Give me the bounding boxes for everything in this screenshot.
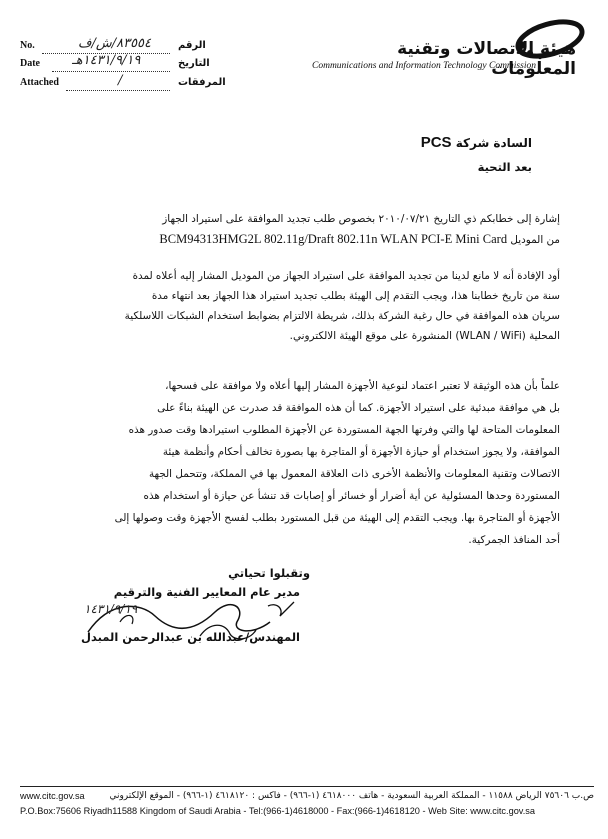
para3-line4: الموافقة، ولا يجوز استخدام أو حيازة الأجهزة أو المتاجرة بها بصورة تخالف أحكام وأنظمة هيئة	[162, 446, 560, 458]
date-value: ١٤٣١/٩/١٩هـ	[72, 53, 141, 68]
recipient-company: PCS	[420, 134, 452, 151]
ref-no-label-ar: الرقم	[178, 40, 206, 51]
closing: وتقبلوا تحياتي	[228, 566, 310, 580]
attached-label: Attached	[20, 77, 59, 88]
para1-line2	[159, 232, 560, 247]
para3-line6: المستوردة وحدها المسئولية عن أية أضرار أو خسائر أو إصابات قد تنشأ عن حيازة أو استخدام هذه	[143, 490, 560, 502]
para2-line3: سريان هذه الموافقة في حال رغبة الشركة بذلك، شريطة الالتزام بضوابط استخدام الشبكات اللاسلكية	[124, 310, 560, 322]
signature-date: ١٤٣١/٩/١٩	[84, 602, 138, 616]
date-label: Date	[20, 58, 40, 69]
para2-line4: المحلية (WLAN / WiFi) المنشورة على موقع الهيئة الالكتروني.	[289, 330, 560, 342]
signatory-title: مدير عام المعايير الفنية والترقيم	[113, 585, 300, 599]
footer-website-left: www.citc.gov.sa	[20, 791, 85, 801]
para3-line8: أحد المنافذ الجمركية.	[468, 534, 560, 546]
attached-dots	[66, 90, 170, 91]
para3-line2: بل هي موافقة مبدئية على استيراد الأجهزة. كما أن هذه الموافقة قد صدرت عن الهيئة بناءً على	[157, 402, 560, 414]
logo-name-ar: هيئة الاتصالات وتقنية المعلومات	[397, 39, 576, 79]
footer-ar-row	[20, 790, 594, 804]
para1-line2-ar: من الموديل	[510, 234, 560, 246]
date-dots	[52, 71, 170, 72]
signatory-name: المهندس/عبدالله بن عبدالرحمن المبدل	[80, 630, 300, 644]
recipient-prefix: السادة شركة	[455, 136, 532, 150]
greeting: بعد التحية	[477, 160, 532, 174]
ref-no-value: ٨٣٥٥٤/ش/ف	[78, 36, 152, 51]
attached-value: /	[118, 73, 123, 88]
device-model: BCM94313HMG2L 802.11g/Draft 802.11n WLAN PCI-E Mini Card	[159, 232, 508, 246]
attached-label-ar: المرفقات	[178, 77, 226, 88]
para3-line3: المعلومات المتاحة لها والتي وفرتها الجهة المستوردة عن الأجهزة المطلوب استيرادها وقت صدور هذه	[128, 424, 560, 436]
para2-line2: سنة من تاريخ خطابنا هذا، ويجب التقدم إلى الهيئة بطلب تجديد استيراد هذا الجهاز بعد انتهاء مدة	[151, 290, 560, 302]
logo-name-en: Communications and Information Technology Commission	[312, 61, 536, 71]
para1-line1: إشارة إلى خطابكم ذي التاريخ ٢٠١٠/٠٧/٢١ بخصوص طلب تجديد الموافقة على استيراد الجهاز	[162, 213, 560, 225]
para2-line1: أود الإفادة أنه لا مانع لدينا من تجديد الموافقة على استيراد الجهاز من الموديل المشار إليه أعلاه لمدة	[132, 270, 560, 282]
date-label-ar: التاريخ	[178, 58, 210, 69]
recipient-line	[421, 134, 532, 151]
ref-no-label: No.	[20, 40, 35, 51]
para3-line1: علماً بأن هذه الوثيقة لا تعتبر اعتماد لنوعية الأجهزة المشار إليها أعلاه ولا موافقة على فسحها،	[165, 380, 560, 392]
footer-address-en: P.O.Box:75606 Riyadh11588 Kingdom of Saudi Arabia - Tel:(966-1)4618000 - Fax:(966-1)4618120 - Web Site: www.citc.gov.sa	[20, 806, 535, 816]
footer-address-ar: ص.ب ٧٥٦٠٦ الرياض ١١٥٨٨ - المملكة العربية السعودية - هاتف ٤٦١٨٠٠٠ (١-٩٦٦) - فاكس : ٤٦١٨١٢٠ (١-٩٦٦) - الموقع الإلكتروني	[109, 791, 594, 801]
para3-line7: الأجهزة أو المتاجرة بها. ويجب التقدم إلى الهيئة من قبل المستورد بطلب لفسح الأجهزة وقت وصولها إلى	[114, 512, 560, 524]
footer-rule	[20, 786, 594, 787]
para3-line5: الاتصالات وتقنية المعلومات والأنظمة الأخرى ذات العلاقة المعمول بها في المملكة، وتتحمل الجهة	[148, 468, 560, 480]
